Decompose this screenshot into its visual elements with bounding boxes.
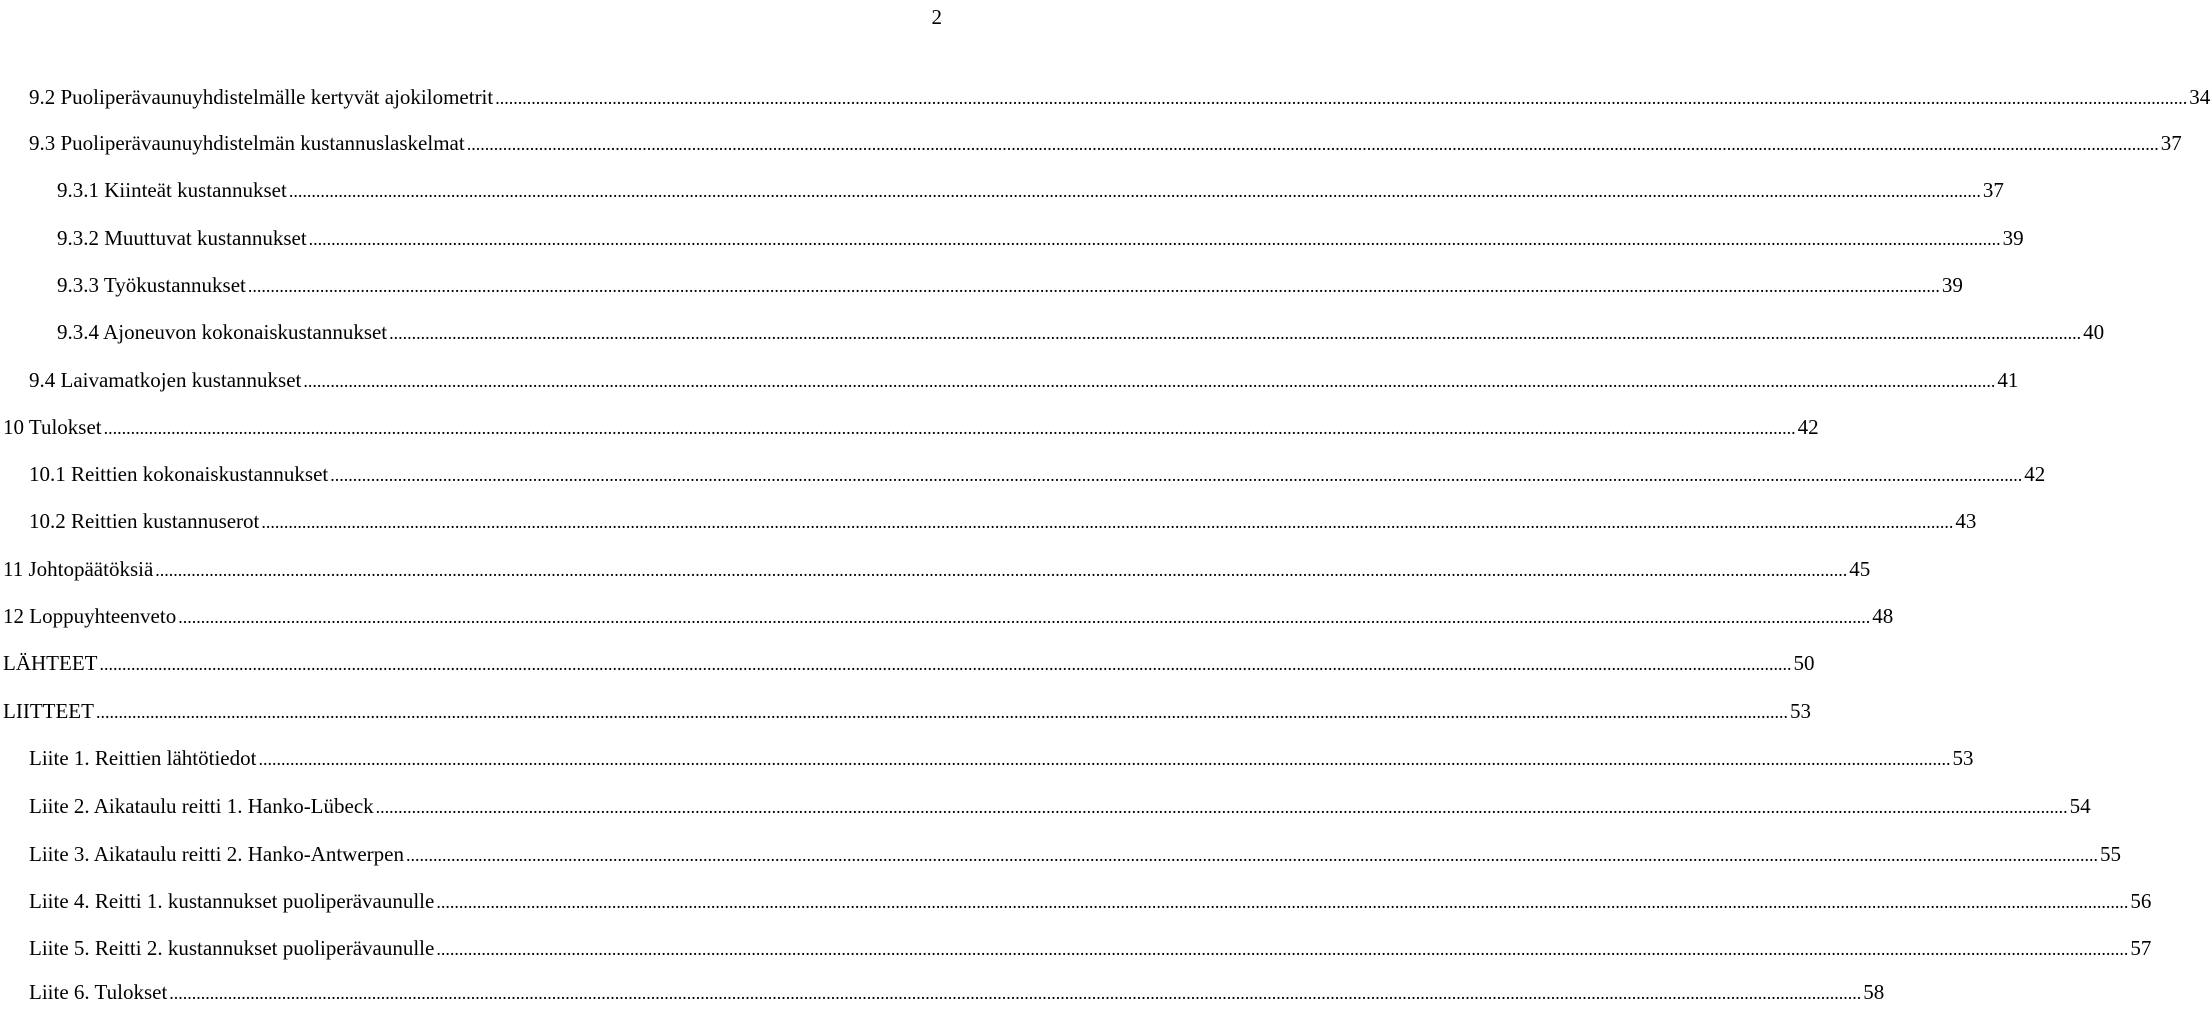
dot-leader bbox=[155, 553, 1847, 586]
toc-entry[interactable] bbox=[0, 364, 2019, 396]
toc-entry-label: LIITTEET bbox=[3, 699, 94, 723]
toc-entry[interactable] bbox=[0, 316, 2105, 348]
page-number: 2 bbox=[931, 5, 942, 29]
toc-entry[interactable] bbox=[0, 458, 2046, 490]
toc-entry-label: 9.3 Puoliperävaunuyhdistelmän kustannuslaskelmat bbox=[29, 131, 465, 155]
dot-leader bbox=[436, 932, 2128, 965]
toc-entry-page: 42 bbox=[2024, 462, 2046, 486]
dot-leader bbox=[330, 458, 2022, 491]
dot-leader bbox=[258, 742, 1950, 775]
toc-entry[interactable] bbox=[0, 647, 1815, 679]
toc-entry-label: 11 Johtopäätöksiä bbox=[3, 557, 154, 581]
toc-entry-label: 9.4 Laivamatkojen kustannukset bbox=[29, 368, 302, 392]
toc-entry-page: 34 bbox=[2189, 85, 2210, 109]
toc-entry-page: 37 bbox=[2160, 131, 2182, 155]
toc-entry-page: 43 bbox=[1955, 509, 1977, 533]
dot-leader bbox=[289, 174, 1981, 207]
toc-entry-label: 9.2 Puoliperävaunuyhdistelmälle kertyvät ajokilometrit bbox=[29, 85, 494, 109]
toc-entry-page: 50 bbox=[1793, 651, 1815, 675]
toc-entry-page: 53 bbox=[1789, 699, 1811, 723]
dot-leader bbox=[99, 647, 1791, 680]
toc-entry-page: 57 bbox=[2130, 936, 2152, 960]
toc-entry-page: 58 bbox=[1863, 980, 1885, 1004]
toc-entry-page: 48 bbox=[1872, 604, 1894, 628]
toc-entry-label: 9.3.2 Muuttuvat kustannukset bbox=[57, 226, 307, 250]
toc-entry-page: 54 bbox=[2069, 794, 2091, 818]
toc-entry-label: 10.2 Reittien kustannuserot bbox=[29, 509, 260, 533]
toc-entry[interactable] bbox=[0, 174, 2004, 206]
toc-entry[interactable] bbox=[0, 81, 2210, 113]
toc-entry[interactable] bbox=[0, 553, 1871, 585]
toc-entry-page: 55 bbox=[2100, 842, 2121, 866]
toc-entry[interactable] bbox=[0, 695, 1811, 727]
toc-entry[interactable] bbox=[0, 222, 2024, 254]
toc-entry[interactable] bbox=[0, 127, 2182, 159]
toc-entry[interactable] bbox=[0, 269, 1963, 301]
toc-entry-page: 45 bbox=[1849, 557, 1871, 581]
dot-leader bbox=[406, 838, 2098, 871]
toc-entry[interactable] bbox=[0, 790, 2091, 822]
dot-leader bbox=[169, 976, 1861, 1009]
toc-entry-label: 9.3.4 Ajoneuvon kokonaiskustannukset bbox=[57, 320, 388, 344]
toc-entry-label: 9.3.1 Kiinteät kustannukset bbox=[57, 178, 287, 202]
dot-leader bbox=[261, 505, 1953, 538]
dot-leader bbox=[248, 269, 1940, 302]
toc-entry[interactable] bbox=[0, 600, 1894, 632]
toc-entry-page: 40 bbox=[2083, 320, 2105, 344]
toc-entry-label: 12 Loppuyhteenveto bbox=[3, 604, 177, 628]
dot-leader bbox=[309, 222, 2001, 255]
toc-entry[interactable] bbox=[0, 838, 2121, 870]
toc-entry-page: 39 bbox=[1941, 273, 1963, 297]
toc-entry[interactable] bbox=[0, 976, 1885, 1008]
toc-entry-label: Liite 6. Tulokset bbox=[29, 980, 168, 1004]
toc-entry[interactable] bbox=[0, 932, 2152, 964]
dot-leader bbox=[376, 790, 2068, 823]
toc-entry-label: 10 Tulokset bbox=[3, 415, 102, 439]
toc-entry-page: 37 bbox=[1982, 178, 2004, 202]
dot-leader bbox=[389, 316, 2081, 349]
dot-leader bbox=[96, 695, 1788, 728]
dot-leader bbox=[104, 411, 1796, 444]
dot-leader bbox=[436, 885, 2128, 918]
toc-entry-page: 53 bbox=[1952, 746, 1974, 770]
dot-leader bbox=[303, 364, 1995, 397]
toc-entry-label: LÄHTEET bbox=[3, 651, 98, 675]
toc-entry-page: 42 bbox=[1797, 415, 1819, 439]
toc-entry-label: Liite 4. Reitti 1. kustannukset puoliperävaunulle bbox=[29, 889, 435, 913]
dot-leader bbox=[495, 81, 2187, 114]
toc-entry-label: Liite 3. Aikataulu reitti 2. Hanko-Antwerpen bbox=[29, 842, 404, 866]
toc-entry[interactable] bbox=[0, 505, 1977, 537]
toc-entry-label: Liite 1. Reittien lähtötiedot bbox=[29, 746, 257, 770]
toc-entry[interactable] bbox=[0, 411, 1819, 443]
toc-entry-label: 9.3.3 Työkustannukset bbox=[57, 273, 246, 297]
toc-entry-page: 41 bbox=[1997, 368, 2019, 392]
dot-leader bbox=[467, 127, 2159, 160]
toc-entry[interactable] bbox=[0, 885, 2152, 917]
toc-entry-page: 39 bbox=[2002, 226, 2024, 250]
dot-leader bbox=[178, 600, 1870, 633]
toc-entry-page: 56 bbox=[2130, 889, 2152, 913]
toc-entry-label: 10.1 Reittien kokonaiskustannukset bbox=[29, 462, 329, 486]
toc-entry-label: Liite 2. Aikataulu reitti 1. Hanko-Lübeck bbox=[29, 794, 374, 818]
toc-entry-label: Liite 5. Reitti 2. kustannukset puoliperävaunulle bbox=[29, 936, 435, 960]
toc-entry[interactable] bbox=[0, 742, 1974, 774]
